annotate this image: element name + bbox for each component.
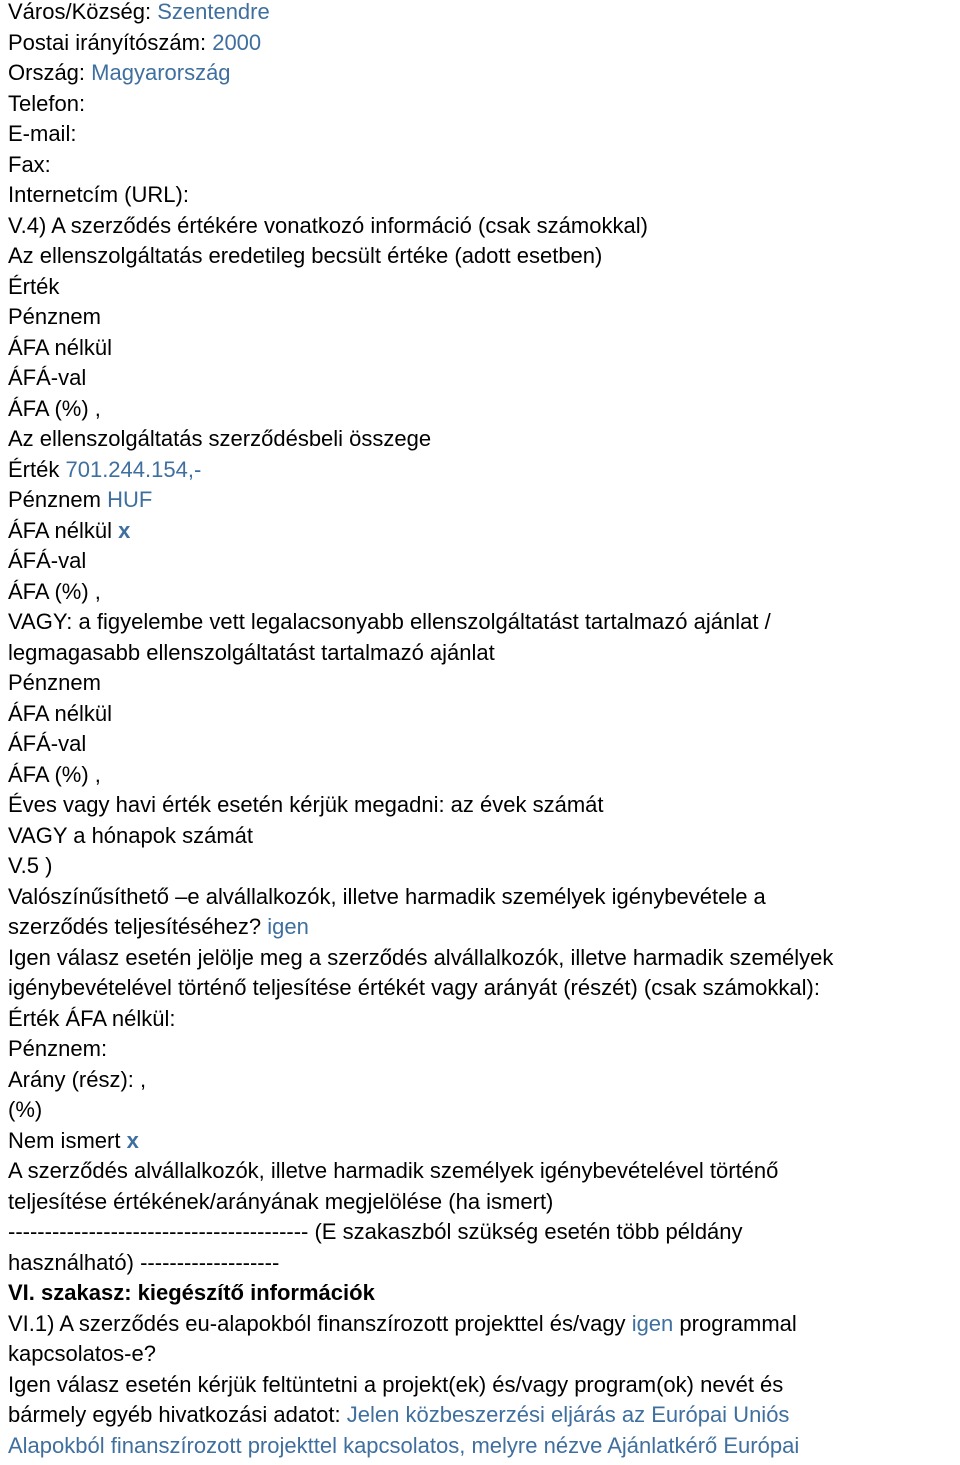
subcontractor-ratio-label: Arány (rész): , [8, 1066, 147, 1092]
phone-label: Telefon: [8, 90, 86, 116]
annual-value-line: Éves vagy havi érték esetén kérjük megadni: az évek számát [8, 792, 604, 817]
postal-value: 2000 [212, 29, 262, 55]
section-v5-heading: V.5 ) [8, 853, 53, 878]
or-lowest-offer-line-2: legmagasabb ellenszolgáltatást tartalmazó ajánlat [8, 639, 495, 665]
eu-funds-reference-part-1: Jelen közbeszerzési eljárás az Európai Uniós [346, 1402, 790, 1427]
country-line [8, 58, 960, 89]
contract-vat-excl-label: ÁFA nélkül [8, 517, 112, 543]
contract-value-label: Érték [8, 456, 60, 482]
contract-vat-pct-label: ÁFA (%) , [8, 578, 101, 604]
separator-line-1: ----------------------------------------- (E szakaszból szükség esetén több példány [8, 1219, 743, 1244]
contract-currency-line [8, 485, 960, 516]
eu-funds-question-line-2: kapcsolatos-e? [8, 1341, 156, 1366]
months-line: VAGY a hónapok számát [8, 822, 253, 848]
or-vat-incl-label: ÁFÁ-val [8, 731, 87, 756]
unknown-label: Nem ismert [8, 1127, 121, 1153]
subcontractor-instruction-line-1: Igen válasz esetén jelölje meg a szerződés alvállalkozók, illetve harmadik személyek [8, 944, 834, 970]
estimated-value-title: Az ellenszolgáltatás eredetileg becsült értéke (adott esetben) [8, 243, 603, 268]
separator-line-2: használható) ------------------- [8, 1249, 280, 1275]
eu-funds-instruction-line-1: Igen válasz esetén kérjük feltüntetni a projekt(ek) és/vagy program(ok) nevét és [8, 1371, 784, 1397]
subcontractor-question-line-2 [8, 912, 960, 943]
contract-currency-label: Pénznem [8, 487, 101, 512]
contract-value-line [8, 455, 960, 486]
or-currency-label: Pénznem [8, 670, 101, 695]
estimated-currency-label: Pénznem [8, 304, 101, 329]
eu-funds-question-line-1 [8, 1309, 960, 1340]
unknown-line [8, 1126, 960, 1157]
subcontractor-instruction-line-2: igénybevételével történő teljesítése értékét vagy arányát (részét) (csak számokkal): [8, 975, 820, 1000]
subcontractor-designation-line-2: teljesítése értékének/arányának megjelölése (ha ismert) [8, 1188, 554, 1214]
eu-funds-reference-part-2: Alapokból finanszírozott projekttel kapcsolatos, melyre nézve Ajánlatkérő Európai [8, 1432, 800, 1458]
estimated-value-label: Érték [8, 273, 60, 299]
subcontractor-question-text: szerződés teljesítéséhez? [8, 914, 262, 939]
estimated-vat-incl-label: ÁFÁ-val [8, 365, 87, 390]
section-v4-heading: V.4) A szerződés értékére vonatkozó információ (csak számokkal) [8, 212, 648, 238]
subcontractor-designation-line-1: A szerződés alvállalkozók, illetve harmadik személyek igénybevételével történő [8, 1158, 779, 1183]
country-label: Ország: [8, 60, 86, 85]
section-vi-heading: VI. szakasz: kiegészítő információk [8, 1280, 375, 1305]
contract-vat-incl-label: ÁFÁ-val [8, 548, 87, 573]
eu-funds-instruction-line-2 [8, 1400, 960, 1431]
country-value: Magyarország [91, 60, 231, 85]
contract-vat-excl-line [8, 516, 960, 547]
eu-funds-answer: igen [631, 1310, 674, 1336]
eu-funds-instruction-start: bármely egyéb hivatkozási adatot: [8, 1402, 341, 1427]
or-lowest-offer-line-1: VAGY: a figyelembe vett legalacsonyabb ellenszolgáltatást tartalmazó ajánlat / [8, 609, 771, 634]
postal-line [8, 28, 960, 59]
eu-funds-question-end: programmal [679, 1310, 797, 1336]
city-line [8, 0, 960, 28]
contract-value-title: Az ellenszolgáltatás szerződésbeli összege [8, 426, 432, 451]
contract-vat-excl-mark: x [118, 517, 131, 543]
city-label: Város/Község: [8, 0, 152, 24]
document-page [8, 0, 960, 1461]
estimated-vat-pct-label: ÁFA (%) , [8, 395, 101, 421]
url-label: Internetcím (URL): [8, 182, 189, 207]
postal-label: Postai irányítószám: [8, 29, 207, 55]
or-vat-pct-label: ÁFA (%) , [8, 761, 101, 787]
subcontractor-question-line-1: Valószínűsíthető –e alvállalkozók, illetve harmadik személyek igénybevétele a [8, 883, 766, 909]
unknown-mark: x [126, 1127, 139, 1153]
subcontractor-value-label: Érték ÁFA nélkül: [8, 1005, 176, 1031]
estimated-vat-excl-label: ÁFA nélkül [8, 334, 112, 360]
or-vat-excl-label: ÁFA nélkül [8, 700, 112, 726]
fax-label: Fax: [8, 151, 51, 177]
subcontractor-currency-label: Pénznem: [8, 1036, 108, 1061]
city-value: Szentendre [157, 0, 270, 24]
subcontractor-answer: igen [267, 914, 309, 939]
contract-currency-value: HUF [107, 487, 153, 512]
contract-value: 701.244.154,- [65, 456, 202, 482]
subcontractor-pct-label: (%) [8, 1097, 43, 1122]
email-label: E-mail: [8, 121, 77, 146]
eu-funds-question-start: VI.1) A szerződés eu-alapokból finanszírozott projekttel és/vagy [8, 1310, 626, 1336]
